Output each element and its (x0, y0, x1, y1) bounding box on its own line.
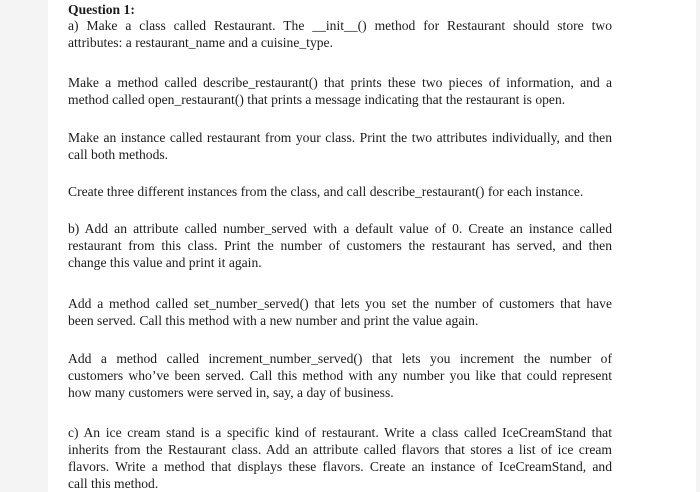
text-line: change this value and print it again. (68, 255, 262, 270)
text-line: method called open_restaurant() that prints a message indicating that the restaurant is open. (68, 92, 566, 107)
text-line: how many customers were served in, say, a day of business. (68, 385, 394, 400)
text-line: Make an instance called restaurant from your class. Print the two attributes individually, and then (68, 130, 612, 145)
paragraph-three-instances (68, 183, 612, 200)
paragraph-b-number-served (68, 220, 612, 271)
question-title: Question 1: (68, 2, 135, 17)
text-line: b) Add an attribute called number_served with a default value of 0. Create an instance called (68, 221, 612, 236)
text-line: attributes: a restaurant_name and a cuisine_type. (68, 35, 333, 50)
paragraph-set-number-served (68, 295, 612, 329)
text-line: Add a method called set_number_served() that lets you set the number of customers that have (68, 296, 612, 311)
text-line: customers who’ve been served. Call this method with any number you like that could represent (68, 368, 612, 383)
paragraph-make-instance (68, 129, 612, 163)
text-line: a) Make a class called Restaurant. The __init__() method for Restaurant should store two (68, 18, 612, 33)
paragraph-c-ice-cream-stand (68, 424, 612, 492)
paragraph-increment-number-served (68, 350, 612, 401)
paragraph-describe-method (68, 74, 612, 108)
text-line: c) An ice cream stand is a specific kind of restaurant. Write a class called IceCreamStand that (68, 425, 612, 440)
text-line: Make a method called describe_restaurant() that prints these two pieces of information, and a (68, 75, 612, 90)
paragraph-a-intro (68, 17, 612, 51)
text-line: restaurant from this class. Print the number of customers the restaurant has served, and then (68, 238, 612, 253)
text-line: call this method. (68, 476, 159, 491)
document-page (48, 0, 696, 492)
text-line: flavors. Write a method that displays these flavors. Create an instance of IceCreamStand, and (68, 459, 612, 474)
text-line: Create three different instances from the class, and call describe_restaurant() for each instance. (68, 184, 584, 199)
text-line: been served. Call this method with a new number and print the value again. (68, 313, 479, 328)
text-line: inherits from the Restaurant class. Add an attribute called flavors that stores a list of ice cream (68, 442, 612, 457)
text-line: Add a method called increment_number_served() that lets you increment the number of (68, 351, 612, 366)
text-line: call both methods. (68, 147, 169, 162)
